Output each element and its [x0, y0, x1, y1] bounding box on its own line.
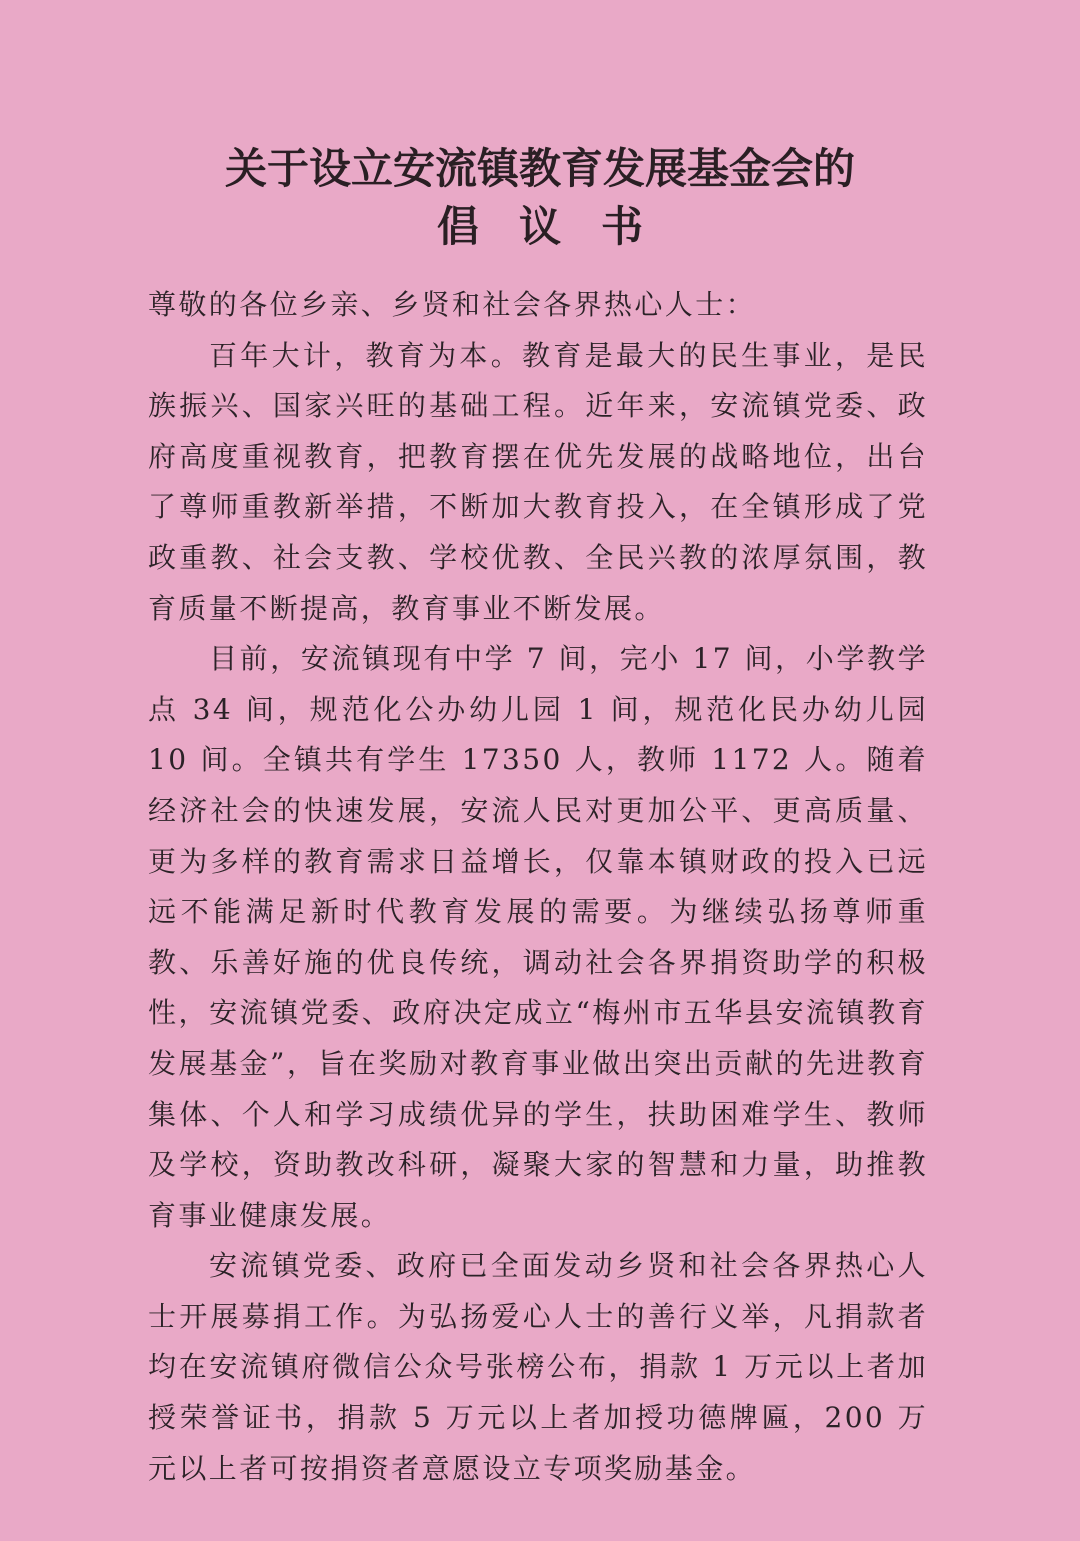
- salutation: 尊敬的各位乡亲、乡贤和社会各界热心人士：: [148, 288, 757, 321]
- document-body: [148, 280, 928, 1494]
- title-block: [0, 140, 1080, 256]
- paragraph-2: 目前，安流镇现有中学 7 间，完小 17 间，小学教学点 34 间，规范化公办幼儿园 1 间，规范化民办幼儿园 10 间。全镇共有学生 17350 人，教师 1172 人。随着经济社会的快速发展，安流人民对更加公平、更高质量、更为多样的教育需求日益增长，仅靠本镇财政的投入已远远不能满足新时代教育发展的需要。为继续弘扬尊师重教、乐善好施的优良传统，调动社会各界捐资助学的积极性，安流镇党委、政府决定成立“梅州市五华县安流镇教育发展基金”，旨在奖励对教育事业做出突出贡献的先进教育集体、个人和学习成绩优异的学生，扶助困难学生、教师及学校，资助教改科研，凝聚大家的智慧和力量，助推教育事业健康发展。: [148, 642, 928, 1232]
- paragraph-3: 安流镇党委、政府已全面发动乡贤和社会各界热心人士开展募捐工作。为弘扬爱心人士的善行义举，凡捐款者均在安流镇府微信公众号张榜公布，捐款 1 万元以上者加授荣誉证书，捐款 5 万元以上者加授功德牌匾，200 万元以上者可按捐资者意愿设立专项奖励基金。: [148, 1249, 928, 1485]
- document-title-line-2: 倡议书: [436, 202, 683, 251]
- paragraph-1: 百年大计，教育为本。教育是最大的民生事业，是民族振兴、国家兴旺的基础工程。近年来，安流镇党委、政府高度重视教育，把教育摆在优先发展的战略地位，出台了尊师重教新举措，不断加大教育投入，在全镇形成了党政重教、社会支教、学校优教、全民兴教的浓厚氛围，教育质量不断提高，教育事业不断发展。: [148, 338, 928, 625]
- document-title-line-1: 关于设立安流镇教育发展基金会的: [224, 144, 855, 193]
